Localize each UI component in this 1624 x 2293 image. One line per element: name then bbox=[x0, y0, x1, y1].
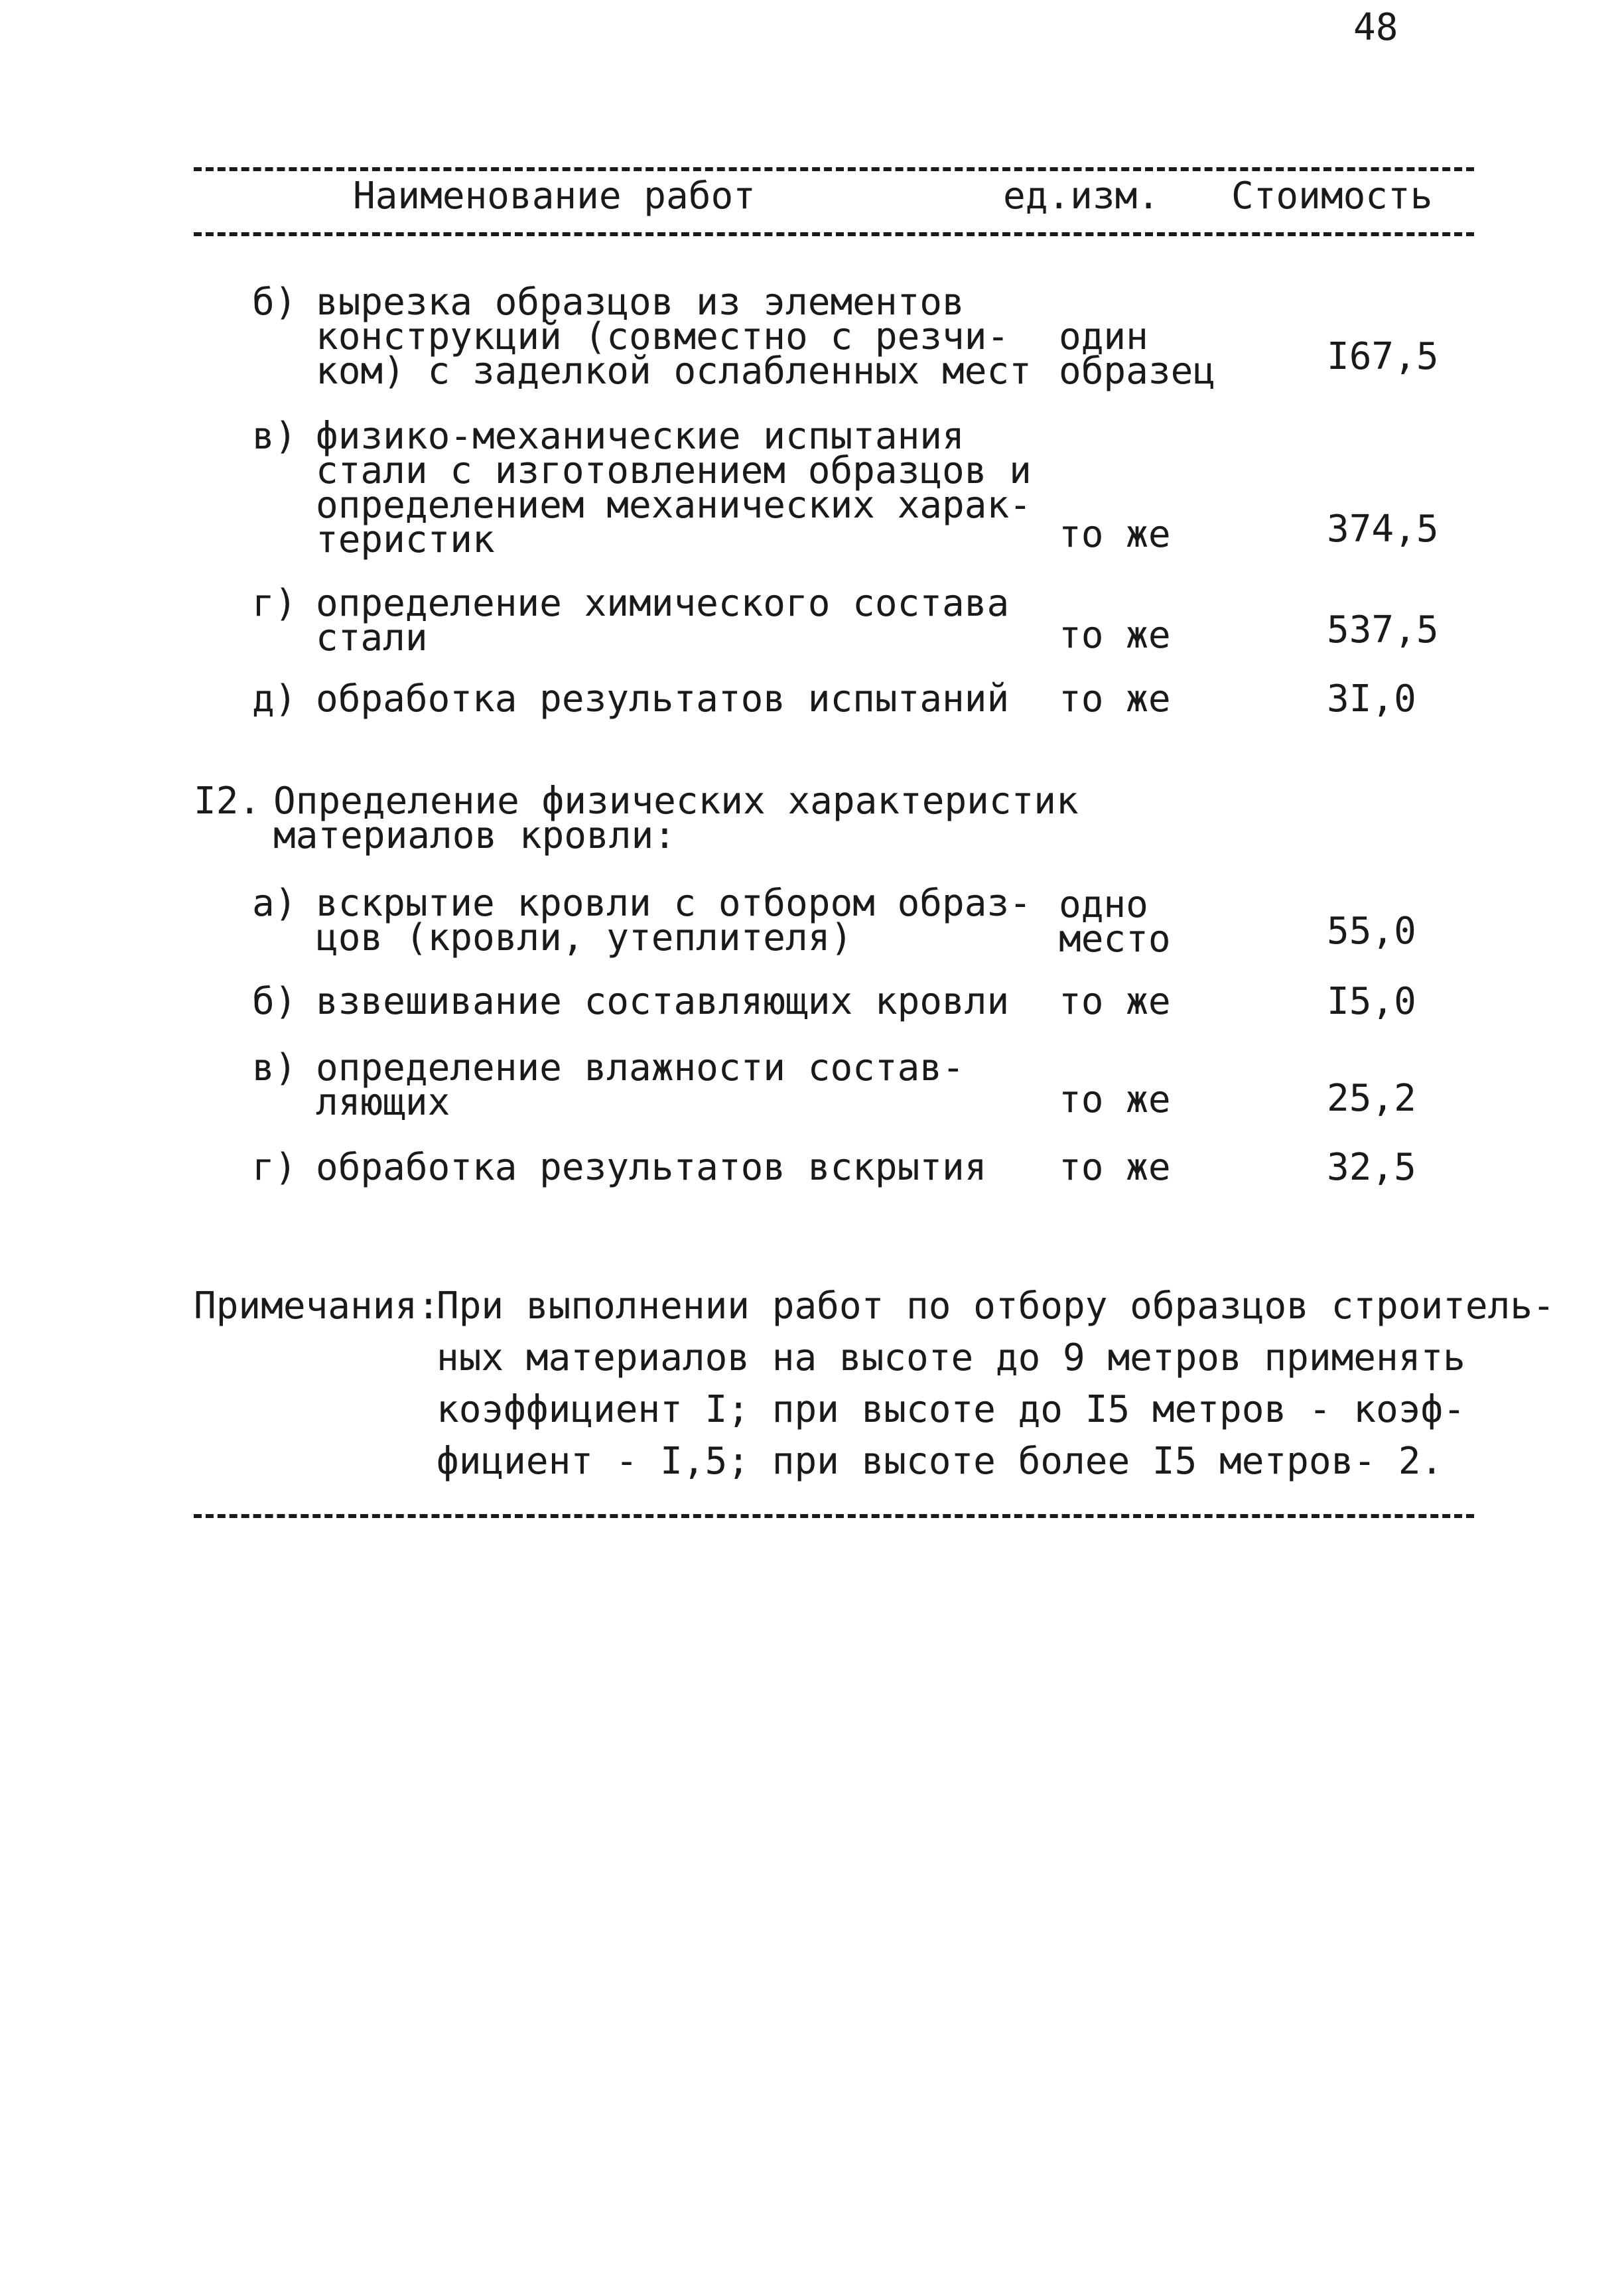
row-letter: в) bbox=[252, 415, 297, 458]
row-work-name: определение влажности состав- ляющих bbox=[316, 1046, 965, 1124]
row-work-name: взвешивание составляющих кровли bbox=[316, 980, 1010, 1023]
row-unit: то же bbox=[1059, 614, 1171, 657]
page-number: 48 bbox=[1353, 6, 1398, 49]
row-unit: то же bbox=[1059, 1078, 1171, 1121]
row-cost: 32,5 bbox=[1327, 1146, 1416, 1189]
bottom-rule bbox=[194, 1514, 1474, 1518]
row-work-name: вырезка образцов из элементов конструкций (совместно с резчи- ком) с заделкой ослабленных мест bbox=[316, 281, 1032, 393]
row-unit: то же bbox=[1059, 980, 1171, 1023]
row-cost: 55,0 bbox=[1327, 910, 1416, 953]
row-cost: I5,0 bbox=[1327, 980, 1416, 1023]
row-unit: то же bbox=[1059, 1146, 1171, 1189]
table-top-rule bbox=[194, 167, 1474, 171]
header-bottom-rule bbox=[194, 232, 1474, 236]
row-work-name: обработка результатов испытаний bbox=[316, 677, 1010, 721]
row-unit: один образец bbox=[1059, 315, 1216, 393]
row-letter: д) bbox=[252, 677, 297, 721]
row-work-name: определение химического состава стали bbox=[316, 582, 1010, 660]
row-letter: в) bbox=[252, 1046, 297, 1089]
row-work-name: обработка результатов вскрытия bbox=[316, 1146, 987, 1189]
section-number: I2. bbox=[194, 780, 261, 823]
section-title: Определение физических характеристик материалов кровли: bbox=[273, 780, 1079, 857]
row-unit: одно место bbox=[1059, 883, 1171, 961]
row-unit: то же bbox=[1059, 677, 1171, 721]
row-work-name: физико-механические испытания стали с изготовлением образцов и определением механических харак- теристик bbox=[316, 415, 1032, 561]
column-header-name: Наименование работ bbox=[353, 174, 756, 218]
row-letter: б) bbox=[252, 281, 297, 324]
column-header-unit: ед.изм. bbox=[1003, 174, 1160, 218]
row-letter: а) bbox=[252, 882, 297, 925]
row-cost: 537,5 bbox=[1327, 608, 1439, 652]
row-letter: г) bbox=[252, 582, 297, 625]
row-cost: 3I,0 bbox=[1327, 677, 1416, 721]
notes-label: Примечания: bbox=[194, 1285, 440, 1328]
row-letter: г) bbox=[252, 1146, 297, 1189]
row-cost: 374,5 bbox=[1327, 508, 1439, 551]
column-header-cost: Стоимость bbox=[1231, 174, 1433, 218]
row-unit: то же bbox=[1059, 513, 1171, 556]
row-letter: б) bbox=[252, 980, 297, 1023]
row-cost: I67,5 bbox=[1327, 335, 1439, 378]
row-work-name: вскрытие кровли с отбором образ- цов (кровли, утеплителя) bbox=[316, 882, 1032, 959]
notes-text: При выполнении работ по отбору образцов строитель- ных материалов на высоте до 9 метров применять коэффициент I; при высоте до I5 метров - коэф- фициент - I,5; при высоте более I5 метров- 2. bbox=[437, 1285, 1555, 1483]
row-cost: 25,2 bbox=[1327, 1077, 1416, 1120]
